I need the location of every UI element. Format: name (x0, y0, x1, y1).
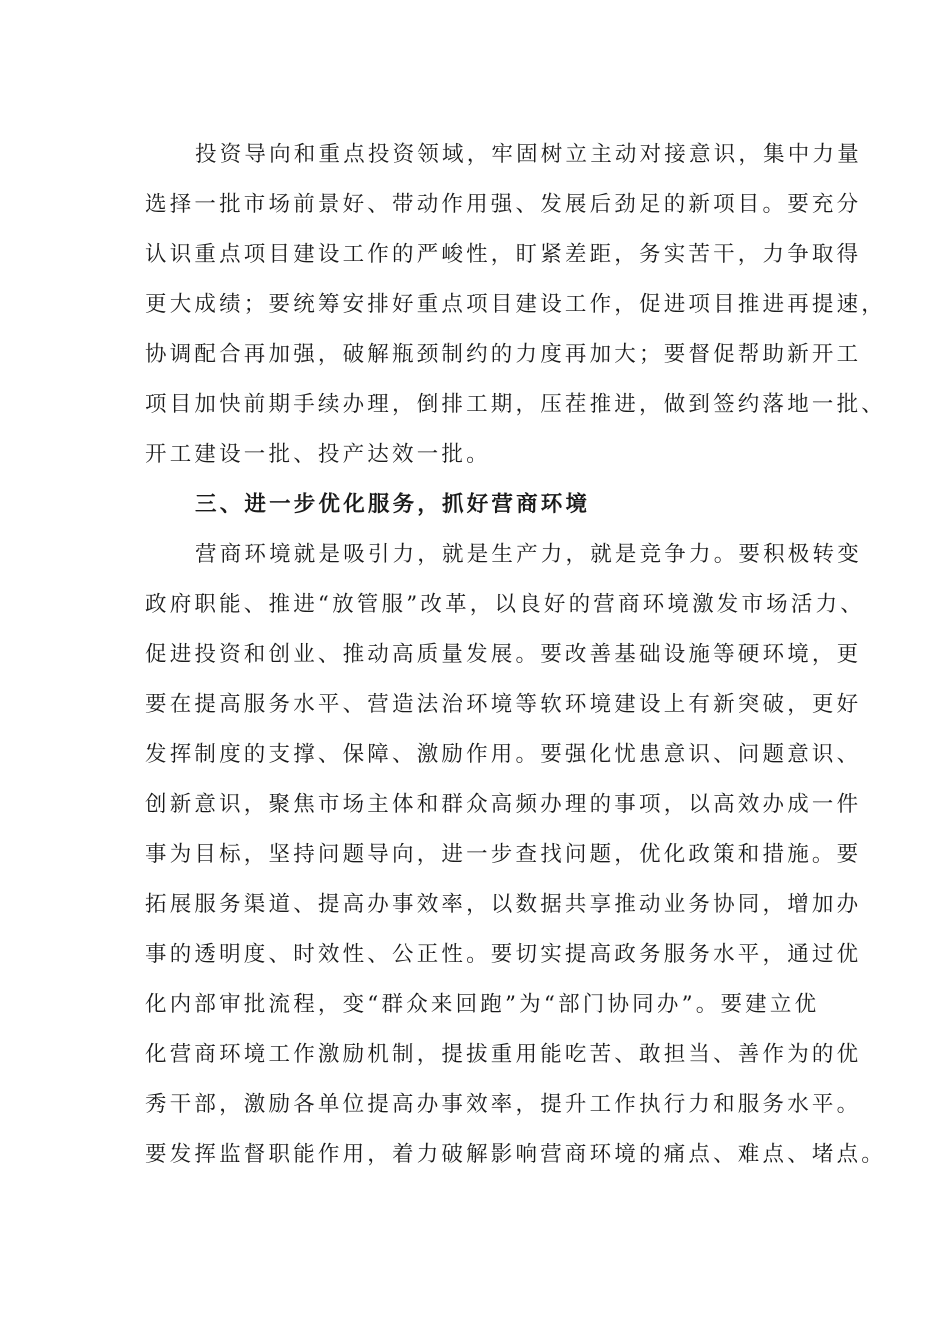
paragraph-line: 投资导向和重点投资领域，牢固树立主动对接意识，集中力量 (195, 142, 862, 167)
paragraph-line: 选择一批市场前景好、带动作用强、发展后劲足的新项目。要充分 (145, 192, 862, 217)
paragraph-line: 促进投资和创业、推动高质量发展。要改善基础设施等硬环境，更 (145, 642, 862, 667)
paragraph-line: 要发挥监督职能作用，着力破解影响营商环境的痛点、难点、堵点。 (145, 1142, 887, 1167)
paragraph-line: 政府职能、推进“放管服”改革，以良好的营商环境激发市场活力、 (145, 592, 865, 617)
document-body (145, 130, 887, 1180)
paragraph-line: 事的透明度、时效性、公正性。要切实提高政务服务水平，通过优 (145, 942, 862, 967)
paragraph-line: 协调配合再加强，破解瓶颈制约的力度再加大；要督促帮助新开工 (145, 342, 862, 367)
paragraph-investment-projects (145, 130, 887, 480)
paragraph-line: 创新意识，聚焦市场主体和群众高频办理的事项，以高效办成一件 (145, 792, 862, 817)
paragraph-line: 更大成绩；要统筹安排好重点项目建设工作，促进项目推进再提速， (145, 292, 887, 317)
paragraph-line: 事为目标，坚持问题导向，进一步查找问题，优化政策和措施。要 (145, 842, 862, 867)
paragraph-line: 发挥制度的支撑、保障、激励作用。要强化忧患意识、问题意识、 (145, 742, 862, 767)
paragraph-line: 秀干部，激励各单位提高办事效率，提升工作执行力和服务水平。 (145, 1092, 862, 1117)
section-heading: 三、进一步优化服务，抓好营商环境 (195, 492, 591, 517)
paragraph-line: 要在提高服务水平、营造法治环境等软环境建设上有新突破，更好 (145, 692, 862, 717)
paragraph-line: 认识重点项目建设工作的严峻性，盯紧差距，务实苦干，力争取得 (145, 242, 862, 267)
paragraph-line: 化营商环境工作激励机制，提拔重用能吃苦、敢担当、善作为的优 (145, 1042, 862, 1067)
paragraph-line: 项目加快前期手续办理，倒排工期，压茬推进，做到签约落地一批、 (145, 392, 887, 417)
paragraph-business-environment (145, 530, 887, 1180)
paragraph-line: 营商环境就是吸引力，就是生产力，就是竞争力。要积极转变 (195, 542, 862, 567)
paragraph-line: 化内部审批流程，变“群众来回跑”为“部门协同办”。要建立优 (145, 992, 820, 1017)
paragraph-line: 拓展服务渠道、提高办事效率，以数据共享推动业务协同，增加办 (145, 892, 862, 917)
paragraph-line: 开工建设一批、投产达效一批。 (145, 442, 491, 467)
